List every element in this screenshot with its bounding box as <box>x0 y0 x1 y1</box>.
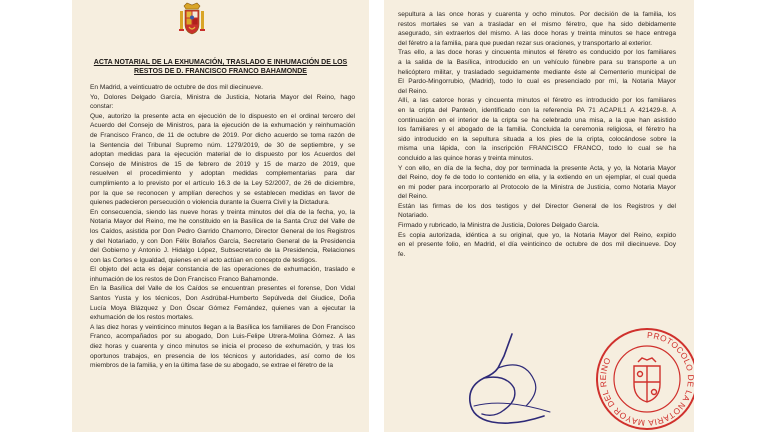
body-text-line: del féretro a la familia, para que puedan rezar sus oraciones, y transportarlo al exterior. <box>398 39 652 47</box>
body-text-line: restos mortales se van a trasladar en el mismo féretro, que ha sido debidamente <box>398 20 676 28</box>
body-text-line: y del Notariado, y con Don Félix Bolaños García, Secretario General de la Presidencia <box>90 237 355 245</box>
document-title-line: ACTA NOTARIAL DE LA EXHUMACIÓN, TRASLADO E INHUMACIÓN DE LOS <box>93 59 348 66</box>
body-text-line: sido introducido en la sepultura situada a los pies de la cripta, colocándose sobre la <box>398 135 676 143</box>
body-text-line: cumplimiento a lo previsto por el artículo 16.3 de la Ley 52/2007, de 26 de diciembre, <box>90 179 355 187</box>
body-text-line: los familiares y el abogado de la familia. Concluida la ceremonia religiosa, el féretro ha <box>398 126 676 134</box>
body-text-line: En consecuencia, siendo las nueve horas y treinta minutos del día de la fecha, yo, la <box>90 208 355 216</box>
seal-emblem-icon <box>634 358 660 402</box>
body-text-line: Acuerdo del Consejo de Ministros, para la ejecución de la exhumación y reinhumación <box>90 122 355 130</box>
body-text-line: Y con ello, en día de la fecha, doy por terminada la presente Acta, y yo, la Notaria Mayor <box>398 164 676 172</box>
body-text-line: exhumación de los restos mortales. <box>90 314 194 322</box>
body-text-line: Tras ello, a las doce horas y cincuenta minutos el féretro es conducido por los familiares <box>398 49 676 57</box>
body-text-line: Allí, a las catorce horas y cincuenta minutos el féretro es introducido por los familiares <box>398 97 676 105</box>
document-title-line: RESTOS DE D. FRANCISCO FRANCO BAHAMONDE <box>134 68 307 75</box>
body-text-line: constar: <box>90 103 114 111</box>
body-text-line: Yo, Dolores Delgado García, Ministra de Justicia, Notaria Mayor del Reino, hago <box>90 93 355 101</box>
body-text-line: Firmado y rubricado, la Ministra de Justicia, Dolores Delgado García. <box>398 222 600 230</box>
body-text-line: miembros de la familia, y en la última fase de su abogado, se extrae el féretro de la <box>90 362 333 370</box>
body-text-line: Consejo de Ministros de 15 de febrero de 2019 y 15 de marzo de 2019, que <box>90 160 355 168</box>
document-body-right <box>398 10 676 259</box>
page-gutter <box>369 0 384 432</box>
body-text-line: adoptan medidas para la ejecución material de lo dispuesto por los Acuerdos del <box>90 151 355 159</box>
document-page-left <box>72 0 369 432</box>
body-text-line: Notariado. <box>398 212 429 220</box>
body-text-line: en mi poder para incorporarlo al Protocolo de la Ministra de Justicia, como Notaria Mayor <box>398 183 676 191</box>
body-text-line: por la que se reconocen y amplían derechos y se establecen medidas en favor de <box>90 189 355 197</box>
spanish-coat-of-arms-icon <box>178 2 206 36</box>
body-text-line: la Sentencia del Tribunal Supremo núm. 1279/2019, de 30 de septiembre, y se <box>90 141 355 149</box>
body-text-line: fe. <box>398 250 406 258</box>
body-text-line: del Gobierno y Antonio J. Hidalgo López, Subsecretario de la Presidencia, Relaciones <box>90 247 355 255</box>
notary-seal-stamp <box>594 326 697 432</box>
body-text-line: quienes padecieron persecución o violencia durante la Guerra Civil y la Dictadura. <box>90 199 330 207</box>
body-text-line: continuación en el interior de la cripta se ha celebrado una misa, a la que han asistido <box>398 116 676 124</box>
body-text-line: en la cripta del Panteón, identificado con la referencia PA 71 ACAPIL1 A 421429-8. A <box>398 106 676 114</box>
body-text-line: Lucía Moya Blázquez y Don Óscar Gómez Fernández, quienes van a ejecutar la <box>90 304 355 312</box>
body-text-line: misma una lápida, con la inscripción FRANCISCO FRANCO, todo lo cual se ha <box>398 145 676 153</box>
seal-text: PROTOCOLO DE LA NOTARIA MAYOR DEL REINO <box>597 329 697 429</box>
body-text-line: a la salida de la Basílica, introducido en un vehículo fúnebre para su transporte a un <box>398 58 676 66</box>
body-text-line: sepultura a las once horas y cuarenta y ocho minutos. Por decisión de la familia, los <box>398 11 676 18</box>
body-text-line: con las Cortes e Igualdad, quienes en el acto actúan en concepto de testigos. <box>90 256 317 264</box>
body-text-line: del Reino. <box>398 87 428 95</box>
body-text-line: inhumación de los restos de Don Francisco Franco Bahamonde. <box>90 275 279 283</box>
document-body-left <box>90 83 355 371</box>
body-text-line: de Francisco Franco, de 11 de octubre de 2019. Por dicho acuerdo se toma razón de <box>90 131 355 139</box>
body-text-line: Notaria Mayor del Reino, me he constituido en la Basílica de la Santa Cruz del Valle de <box>90 218 355 226</box>
handwritten-signature <box>454 328 564 432</box>
body-text-line: A las diez horas y veinticinco minutos llegan a la Basílica los familiares de Don Francisco <box>90 323 355 331</box>
body-text-line: en el presente folio, en Madrid, el día veinticinco de octubre de dos mil diecinueve. Doy <box>398 241 676 249</box>
body-text-line: El objeto del acta es dejar constancia de las operaciones de exhumación, traslado e <box>90 266 355 274</box>
body-text-line: En Madrid, a veinticuatro de octubre de dos mil diecinueve. <box>90 84 263 91</box>
document-page-right <box>384 0 697 432</box>
body-text-line: los Caídos, asistida por Don Pedro Garrido Chamorro, Director General de los Registros <box>90 227 355 235</box>
document-title <box>86 58 355 76</box>
body-text-line: Están las firmas de los dos testigos y del Director General de los Registros y del <box>398 202 676 210</box>
body-text-line: diez horas y cuarenta y cinco minutos se inicia el proceso de exhumación, y tras los <box>90 343 355 351</box>
body-text-line: El Pardo-Mingorrubio, (Madrid), todo lo cual es presenciado por mí, la Notaria Mayor <box>398 78 676 86</box>
body-text-line: Que, autorizo la presente acta en ejecución de lo dispuesto en el ordinal tercero del <box>90 112 355 120</box>
body-text-line: del Reino. <box>398 193 428 201</box>
body-text-line: Franco, acompañados por su abogado, Don Luis-Felipe Utrera-Molina Gómez. A las <box>90 333 355 341</box>
body-text-line: Santos Yusta y los técnicos, Don Asdrúbal-Humberto Sepúlveda del Giudice, Doña <box>90 295 355 303</box>
body-text-line: asegurado, sin extraerlos del mismo. A las doce horas y treinta minutos se hace entrega <box>398 30 676 38</box>
body-text-line: En la Basílica del Valle de los Caídos se encuentran presentes el forense, Don Vidal <box>90 285 355 293</box>
body-text-line: concluido a las quince horas y treinta minutos. <box>398 154 534 162</box>
body-text-line: oportunos trabajos, en presencia de los técnicos y autoridades, así como de los <box>90 352 355 360</box>
body-text-line: Es copia autorizada, idéntica a su original, que yo, la Notaria Mayor del Reino, expido <box>398 231 676 239</box>
body-text-line: resuelven el procedimiento y adoptan medidas complementarias para dar <box>90 170 355 178</box>
body-text-line: helicóptero militar, y trasladado seguidamente mediante éste al Cementerio municipal de <box>398 68 676 76</box>
body-text-line: del Reino, doy fe de todo lo contenido en ella, y la extiendo en un ejemplar, el cual queda <box>398 174 676 182</box>
